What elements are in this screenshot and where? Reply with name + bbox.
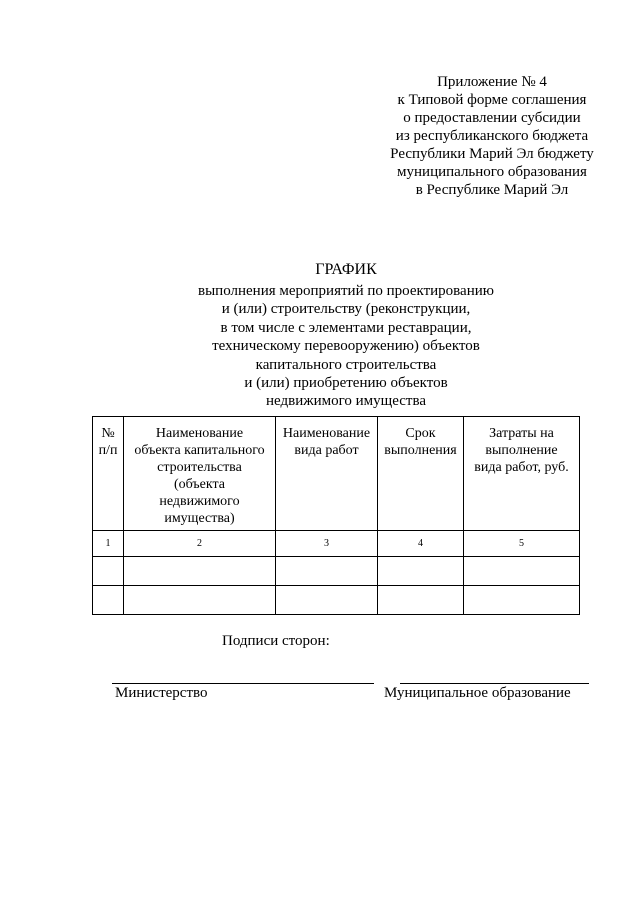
column-number: 2 <box>124 531 276 557</box>
column-number: 4 <box>378 531 464 557</box>
table-cell <box>93 586 124 615</box>
signature-label-municipality: Муниципальное образование <box>384 685 571 701</box>
table-cell <box>464 557 580 586</box>
table-header-row <box>93 417 580 531</box>
title-line: и (или) приобретению объектов <box>244 375 448 392</box>
appendix-block <box>382 73 602 199</box>
title-heading: ГРАФИК <box>315 261 377 278</box>
table-cell <box>464 586 580 615</box>
header-cell-object-name <box>124 417 276 531</box>
header-text: имущества) <box>164 511 235 526</box>
table-cell <box>378 586 464 615</box>
table-row <box>93 586 580 615</box>
table-cell <box>378 557 464 586</box>
header-cell-costs <box>464 417 580 531</box>
title-line: в том числе с элементами реставрации, <box>220 319 472 336</box>
header-text: № <box>101 426 115 441</box>
header-text: выполнения <box>384 443 457 458</box>
document-title <box>160 260 532 411</box>
header-text: объекта капитального <box>134 443 265 458</box>
signatures-title: Подписи сторон: <box>222 633 330 649</box>
appendix-line: из республиканского бюджета <box>395 128 589 144</box>
signature-line-municipality <box>400 683 589 684</box>
header-text: Срок <box>405 426 436 441</box>
column-number: 5 <box>464 531 580 557</box>
table-cell <box>124 557 276 586</box>
table-cell <box>276 557 378 586</box>
table-cell <box>276 586 378 615</box>
header-text: строительства <box>157 460 242 475</box>
header-text: Наименование <box>282 426 371 441</box>
title-line: и (или) строительству (реконструкции, <box>221 301 471 318</box>
schedule-table <box>92 416 580 615</box>
signature-label-ministry: Министерство <box>115 685 208 701</box>
column-number: 3 <box>276 531 378 557</box>
column-number: 1 <box>93 531 124 557</box>
title-line: выполнения мероприятий по проектированию <box>198 283 494 299</box>
title-line: недвижимого имущества <box>266 393 426 410</box>
header-cell-number <box>93 417 124 531</box>
column-number-row <box>93 531 580 557</box>
header-text: (объекта <box>173 477 225 492</box>
appendix-line: о предоставлении субсидии <box>403 110 581 126</box>
header-text: недвижимого <box>159 494 240 509</box>
table-cell <box>93 557 124 586</box>
title-line: техническому перевооружению) объектов <box>212 338 480 355</box>
header-text: Затраты на <box>489 426 554 441</box>
header-cell-work-type <box>276 417 378 531</box>
appendix-line: муниципального образования <box>397 164 587 180</box>
header-cell-deadline <box>378 417 464 531</box>
header-text: вида работ, руб. <box>474 460 569 475</box>
appendix-line: Приложение № 4 <box>437 74 547 90</box>
header-text: вида работ <box>294 443 359 458</box>
appendix-line: к Типовой форме соглашения <box>397 92 587 108</box>
title-line: капитального строительства <box>255 356 437 373</box>
header-text: п/п <box>98 443 118 458</box>
header-text: Наименование <box>155 426 244 441</box>
appendix-line: в Республике Марий Эл <box>415 182 569 198</box>
signature-line-ministry <box>112 683 374 684</box>
appendix-line: Республики Марий Эл бюджету <box>390 146 594 162</box>
table-row <box>93 557 580 586</box>
header-text: выполнение <box>485 443 558 458</box>
table-cell <box>124 586 276 615</box>
